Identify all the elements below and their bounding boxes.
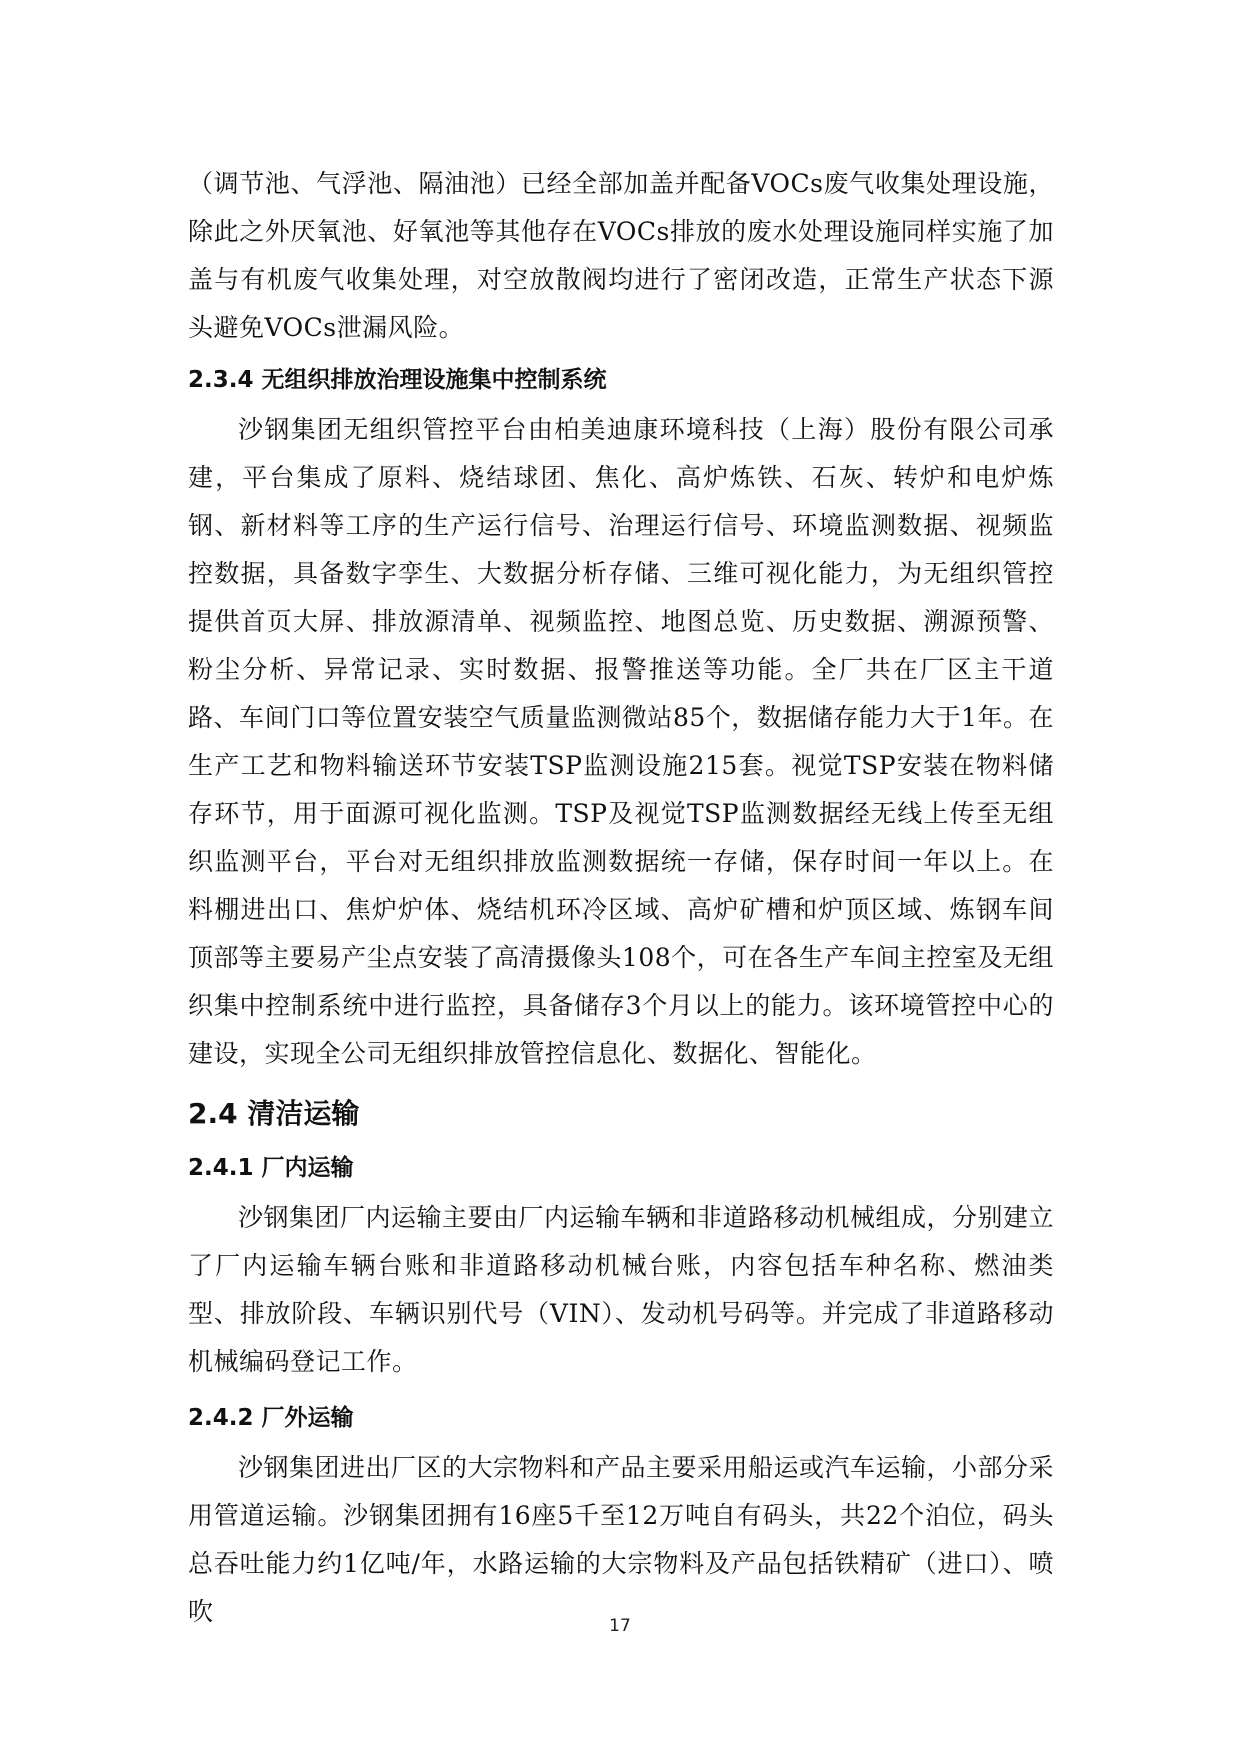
paragraph-vocs-collection: （调节池、气浮池、隔油池）已经全部加盖并配备VOCs废气收集处理设施，除此之外厌氧池、好氧池等其他存在VOCs排放的废水处理设施同样实施了加盖与有机废气收集处理，对空放散阀均进行了密闭改造，正常生产状态下源头避免VOCs泄漏风险。 (188, 169, 1054, 342)
paragraph-control-platform: 沙钢集团无组织管控平台由柏美迪康环境科技（上海）股份有限公司承建，平台集成了原料、烧结球团、焦化、高炉炼铁、石灰、转炉和电炉炼钢、新材料等工序的生产运行信号、治理运行信号、环境监测数据、视频监控数据，具备数字孪生、大数据分析存储、三维可视化能力，为无组织管控提供首页大屏、排放源清单、视频监控、地图总览、历史数据、溯源预警、粉尘分析、异常记录、实时数据、报警推送等功能。全厂共在厂区主干道路、车间门口等位置安装空气质量监测微站85个，数据储存能力大于1年。在生产工艺和物料输送环节安装TSP监测设施215套。视觉TSP安装在物料储存环节，用于面源可视化监测。TSP及视觉TSP监测数据经无线上传至无组织监测平台，平台对无组织排放监测数据统一存储，保存时间一年以上。在料棚进出口、焦炉炉体、烧结机环冷区域、高炉矿槽和炉顶区域、炼钢车间顶部等主要易产尘点安装了高清摄像头108个，可在各生产车间主控室及无组织集中控制系统中进行监控，具备储存3个月以上的能力。该环境管控中心的建设，实现全公司无组织排放管控信息化、数据化、智能化。 (188, 415, 1054, 1068)
heading-2-4-1: 2.4.1 厂内运输 (188, 1155, 354, 1181)
heading-2-4: 2.4 清洁运输 (188, 1097, 360, 1130)
paragraph-external-transport: 沙钢集团进出厂区的大宗物料和产品主要采用船运或汽车运输，小部分采用管道运输。沙钢集团拥有16座5千至12万吨自有码头，共22个泊位，码头总吞吐能力约1亿吨/年，水路运输的大宗物料及产品包括铁精矿（进口）、喷吹 (188, 1453, 1055, 1626)
paragraph-internal-transport: 沙钢集团厂内运输主要由厂内运输车辆和非道路移动机械组成，分别建立了厂内运输车辆台账和非道路移动机械台账，内容包括车种名称、燃油类型、排放阶段、车辆识别代号（VIN）、发动机号码等。并完成了非道路移动机械编码登记工作。 (188, 1203, 1055, 1376)
heading-2-3-4: 2.3.4 无组织排放治理设施集中控制系统 (188, 367, 607, 393)
page-content (188, 160, 1054, 1636)
heading-2-4-2: 2.4.2 厂外运输 (188, 1405, 354, 1431)
page-number: 17 (609, 1616, 631, 1636)
